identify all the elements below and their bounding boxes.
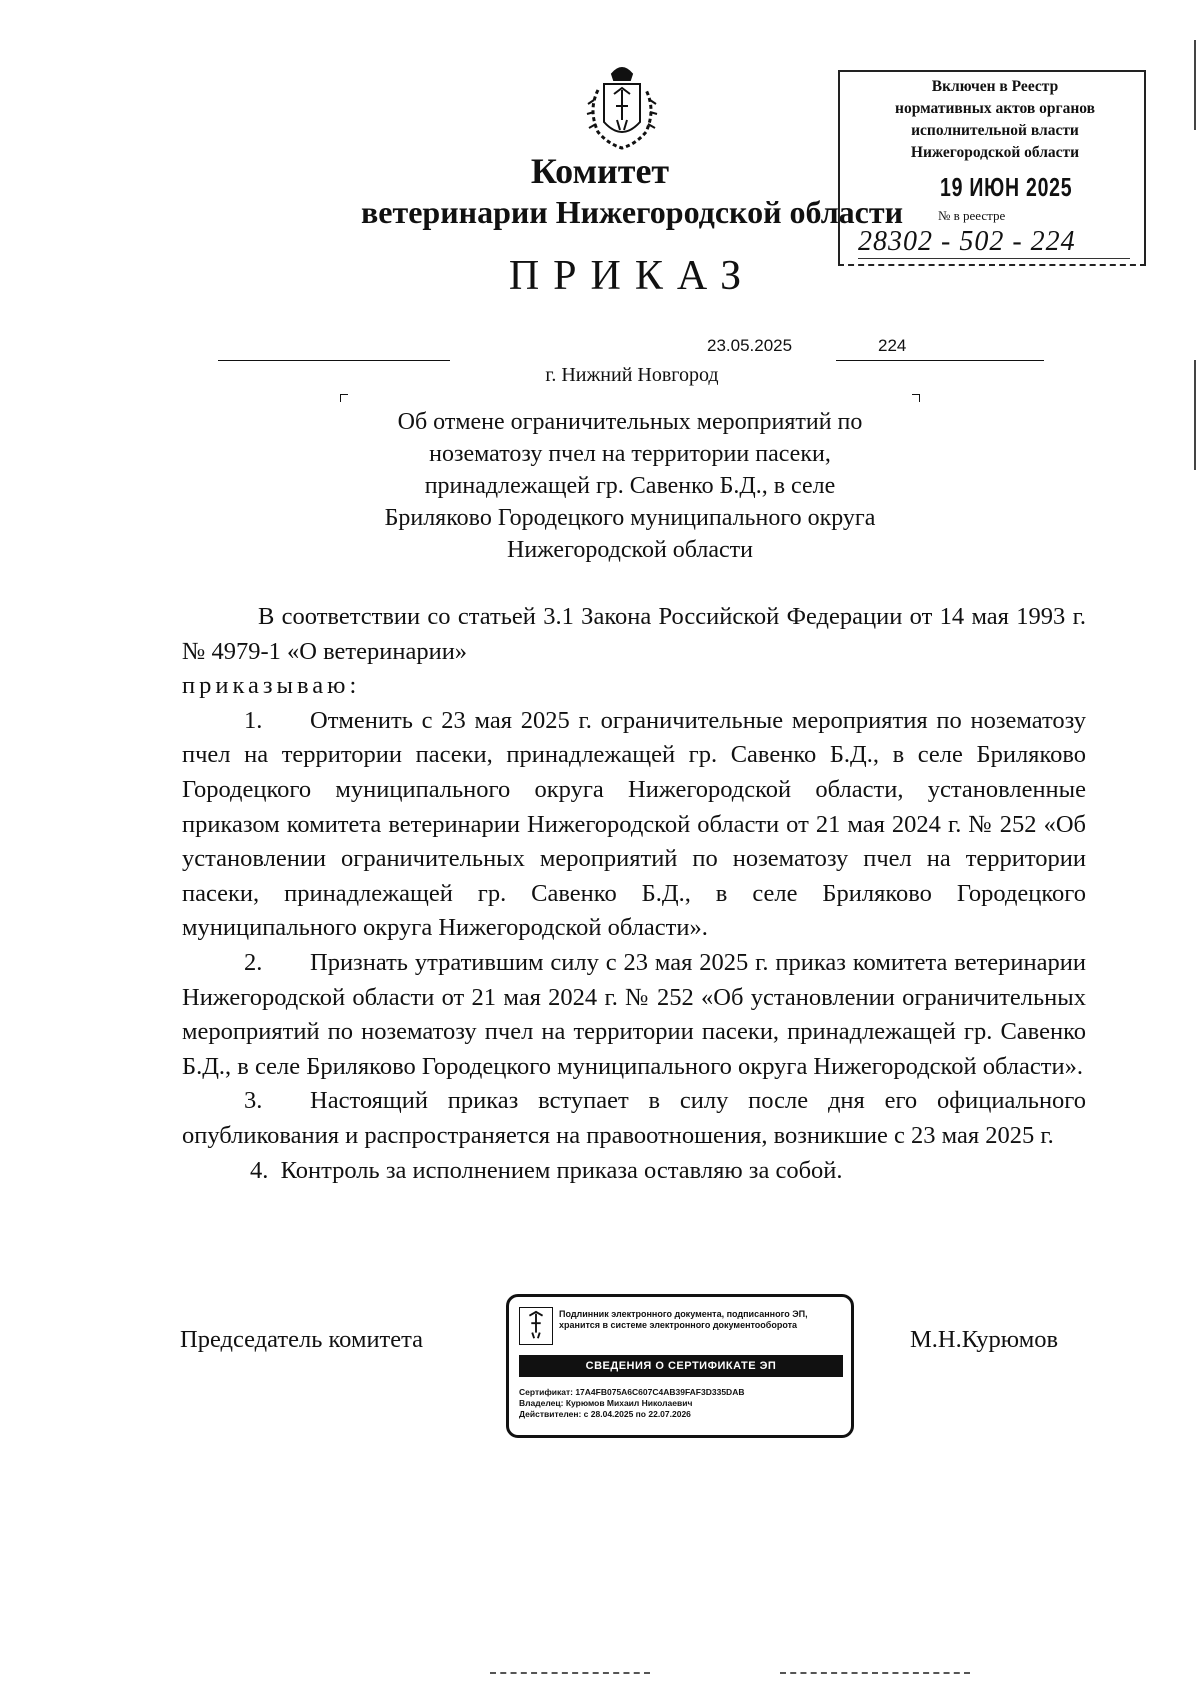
org-name-line1: Комитет (530, 151, 670, 191)
number-underline (836, 360, 1044, 361)
item-text: Отменить с 23 мая 2025 г. ограничительные мероприятия по нозематозу пчел на территории пасеки, принадлежащей гр. Савенко Б.Д., в селе Бриляково Городецкого муниципального округа Нижегородской области, установленные приказом комитета ветеринарии Нижегородской области от 21 мая 2024 г. № 252 «Об установлении ограничительных мероприятий по нозематозу пчел на территории пасеки, принадлежащей гр. Савенко Б.Д., в селе Бриляково Городецкого муниципального округа Нижегородской области». (182, 706, 1086, 942)
title-line3: принадлежащей гр. Савенко Б.Д., в селе (424, 473, 836, 499)
list-item (182, 1154, 1086, 1189)
document-type: ПРИКАЗ (508, 253, 756, 299)
title-corner-left (340, 394, 348, 402)
stamp-date: 19 ИЮН 2025 (940, 172, 1073, 202)
signatory-position: Председатель комитета (180, 1326, 424, 1353)
registry-stamp-text (850, 76, 1140, 164)
item-text: Признать утратившим силу с 23 мая 2025 г. приказ комитета ветеринарии Нижегородской области от 21 мая 2024 г. № 252 «Об установлении ограничительных мероприятий по нозематозу пчел на территории пасеки, принадлежащей гр. Савенко Б.Д., в селе Бриляково Городецкого муниципального округа Нижегородской области». (182, 948, 1086, 1080)
scan-bottom-mark (780, 1672, 970, 1674)
list-item (182, 1084, 1086, 1153)
stamp-line3: исполнительной власти (911, 122, 1079, 139)
title-corner-right (912, 394, 920, 402)
org-name-line2: ветеринарии Нижегородской области (360, 194, 904, 230)
stamp-line4: Нижегородской области (910, 144, 1080, 161)
coat-of-arms-icon (519, 1307, 553, 1345)
title-line1: Об отмене ограничительных мероприятий по (397, 409, 863, 435)
signatory-name: М.Н.Курюмов (910, 1326, 1059, 1353)
e-signature-info (519, 1387, 744, 1420)
document-date: 23.05.2025 (707, 336, 793, 355)
list-item (182, 704, 1086, 946)
stamp-line1: Включен в Реестр (931, 78, 1059, 95)
document-number: 224 (878, 336, 907, 355)
stamp-registry-label: № в реестре (938, 208, 1006, 223)
title-line4: Бриляково Городецкого муниципального округа (384, 505, 876, 531)
certificate-validity: Действителен: с 28.04.2025 по 22.07.2026 (519, 1409, 691, 1419)
document-city: г. Нижний Новгород (545, 364, 719, 386)
scan-edge-mark (1194, 40, 1196, 130)
document-title (330, 406, 930, 566)
title-line5: Нижегородской области (506, 537, 754, 563)
item-number: 2. (244, 948, 263, 976)
title-line2: нозематозу пчел на территории пасеки, (429, 441, 831, 467)
item-text: Контроль за исполнением приказа оставляю за собой. (280, 1156, 843, 1184)
certificate-id: Сертификат: 17A4FB075A6C607C4AB39FAF3D335DAB (519, 1387, 745, 1397)
e-signature-header: Подлинник электронного документа, подписанного ЭП, хранится в системе электронного документооборота (559, 1309, 808, 1330)
scan-bottom-mark (490, 1672, 650, 1674)
coat-of-arms-icon (584, 60, 660, 152)
electronic-signature-block (506, 1294, 854, 1438)
item-number: 4. (250, 1156, 269, 1184)
certificate-owner: Владелец: Курюмов Михаил Николаевич (519, 1398, 693, 1408)
order-word: приказываю: (182, 672, 361, 700)
scan-edge-mark (1194, 360, 1196, 470)
e-signature-bar: СВЕДЕНИЯ О СЕРТИФИКАТЕ ЭП (519, 1355, 843, 1377)
stamp-registry-number: 28302 - 502 - 224 (858, 226, 1076, 257)
list-item (182, 946, 1086, 1084)
item-text: Настоящий приказ вступает в силу после дня его официального опубликования и распространяется на правоотношения, возникшие с 23 мая 2025 г. (182, 1087, 1086, 1149)
preamble: В соответствии со статьей 3.1 Закона Российской Федерации от 14 мая 1993 г. № 4979-1 «О ветеринарии» (182, 603, 1086, 665)
item-number: 1. (244, 706, 263, 734)
item-number: 3. (244, 1087, 263, 1115)
document-body (182, 600, 1086, 1188)
stamp-line2: нормативных актов органов (895, 100, 1095, 117)
date-underline (218, 360, 450, 361)
stamp-underline (858, 258, 1130, 259)
